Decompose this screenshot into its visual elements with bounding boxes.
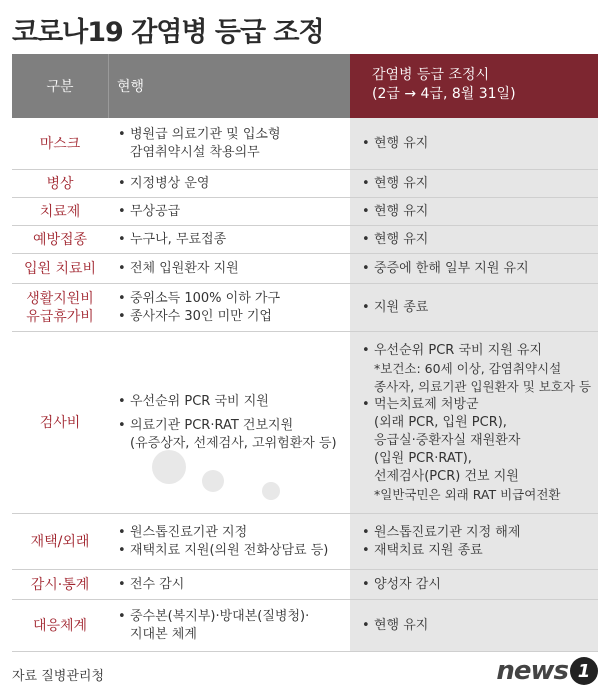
news1-logo <box>496 656 598 686</box>
table-header <box>12 54 598 118</box>
header-adjusted-line2: (2급 → 4급, 8월 31일) <box>372 86 516 102</box>
adjusted-policy-cell <box>350 198 598 225</box>
row-category-label: 생활지원비 <box>26 290 94 307</box>
header-adjusted-line1: 감염병 등급 조정시 <box>372 67 490 83</box>
adjusted-policy-cell <box>350 332 598 513</box>
bullet-item: • 양성자 감시 <box>362 576 598 594</box>
bullet-item: • 원스톱진료기관 지정 <box>118 524 350 542</box>
header-category: 구분 <box>12 54 108 118</box>
row-category-label: 치료제 <box>39 203 81 220</box>
bullet-item: • 원스톱진료기관 지정 해제 <box>362 524 598 542</box>
bullet-item: • 지원 종료 <box>362 299 598 317</box>
bullet-item: • 의료기관 PCR·RAT 건보지원 <box>118 417 350 435</box>
footnote-text: *보건소: 60세 이상, 감염취약시설 <box>374 360 562 376</box>
current-policy-cell <box>108 170 350 197</box>
row-category-label: 병상 <box>46 175 74 192</box>
bullet-item: • 중수본(복지부)·방대본(질병청)· <box>118 608 350 626</box>
bullet-item: • 전체 입원환자 지원 <box>118 260 350 278</box>
row-category-label: 대응체계 <box>32 617 88 634</box>
row-category <box>12 226 108 253</box>
row-category-label: 검사비 <box>39 414 81 431</box>
row-category <box>12 600 108 651</box>
source-note: 자료 질병관리청 <box>12 669 105 684</box>
page-title: 코로나19 감염병 등급 조정 <box>12 17 324 48</box>
current-policy-cell <box>108 198 350 225</box>
row-category-label: 감시·통계 <box>30 576 90 593</box>
current-policy-cell <box>108 570 350 599</box>
bullet-item: • 재택치료 지원 종료 <box>362 542 598 560</box>
row-category <box>12 198 108 225</box>
adjusted-policy-cell <box>350 226 598 253</box>
continuation-text: 지대본 체계 <box>130 626 197 642</box>
table-row <box>12 226 598 254</box>
row-category <box>12 284 108 331</box>
current-policy-cell <box>108 600 350 651</box>
footnote-text: 종사자, 의료기관 입원환자 및 보호자 등 <box>374 378 592 394</box>
table-row <box>12 254 598 284</box>
row-category-label: 유급휴가비 <box>26 308 94 325</box>
logo-text: news <box>496 656 568 686</box>
bullet-item: • 중증에 한해 일부 지원 유지 <box>362 260 598 278</box>
bullet-item: • 무상공급 <box>118 203 350 221</box>
row-category <box>12 254 108 283</box>
adjusted-policy-cell <box>350 284 598 331</box>
footnote-text: *일반국민은 외래 RAT 비급여전환 <box>374 486 561 502</box>
bullet-item: • 현행 유지 <box>362 135 598 153</box>
continuation-text: (입원 PCR·RAT), <box>374 450 472 466</box>
bullet-item: • 현행 유지 <box>362 175 598 193</box>
logo-badge: 1 <box>570 657 598 685</box>
current-policy-cell <box>108 332 350 513</box>
table-row <box>12 514 598 570</box>
adjusted-policy-cell <box>350 170 598 197</box>
bullet-item: • 우선순위 PCR 국비 지원 <box>118 393 350 411</box>
continuation-text: (외래 PCR, 입원 PCR), <box>374 414 507 430</box>
table-row <box>12 170 598 198</box>
comparison-table <box>12 54 598 642</box>
bullet-item: • 병원급 의료기관 및 입소형 <box>118 126 350 144</box>
bullet-item: • 종사자수 30인 미만 기업 <box>118 308 350 326</box>
adjusted-policy-cell <box>350 514 598 569</box>
bullet-item: • 현행 유지 <box>362 203 598 221</box>
row-category <box>12 514 108 569</box>
adjusted-policy-cell <box>350 118 598 169</box>
row-category <box>12 170 108 197</box>
bullet-item: • 중위소득 100% 이하 가구 <box>118 290 350 308</box>
bullet-item: • 우선순위 PCR 국비 지원 유지 <box>362 342 598 360</box>
row-category <box>12 118 108 169</box>
table-row <box>12 332 598 514</box>
bullet-item: • 누구나, 무료접종 <box>118 231 350 249</box>
table-row <box>12 570 598 600</box>
bullet-item: • 현행 유지 <box>362 617 598 635</box>
bullet-item: • 재택치료 지원(의원 전화상담료 등) <box>118 542 350 560</box>
continuation-text: 감염취약시설 착용의무 <box>130 144 260 160</box>
row-category <box>12 332 108 513</box>
row-category-label: 입원 치료비 <box>23 260 97 277</box>
continuation-text: 선제검사(PCR) 건보 지원 <box>374 468 519 484</box>
current-policy-cell <box>108 514 350 569</box>
table-row <box>12 118 598 170</box>
row-category-label: 재택/외래 <box>30 533 90 550</box>
table-row <box>12 600 598 652</box>
table-row <box>12 284 598 332</box>
row-category <box>12 570 108 599</box>
continuation-text: (유증상자, 선제검사, 고위험환자 등) <box>130 435 337 451</box>
current-policy-cell <box>108 284 350 331</box>
row-category-label: 예방접종 <box>32 231 88 248</box>
bullet-item: • 전수 감시 <box>118 576 350 594</box>
adjusted-policy-cell <box>350 254 598 283</box>
bullet-item: • 지정병상 운영 <box>118 175 350 193</box>
current-policy-cell <box>108 226 350 253</box>
bullet-item: • 현행 유지 <box>362 231 598 249</box>
table-row <box>12 198 598 226</box>
current-policy-cell <box>108 254 350 283</box>
bullet-item: • 먹는치료제 처방군 <box>362 396 598 414</box>
adjusted-policy-cell <box>350 570 598 599</box>
continuation-text: 응급실·중환자실 재원환자 <box>374 432 521 448</box>
row-category-label: 마스크 <box>39 135 81 152</box>
header-adjusted <box>350 54 598 118</box>
adjusted-policy-cell <box>350 600 598 651</box>
current-policy-cell <box>108 118 350 169</box>
header-current: 현행 <box>108 54 350 118</box>
